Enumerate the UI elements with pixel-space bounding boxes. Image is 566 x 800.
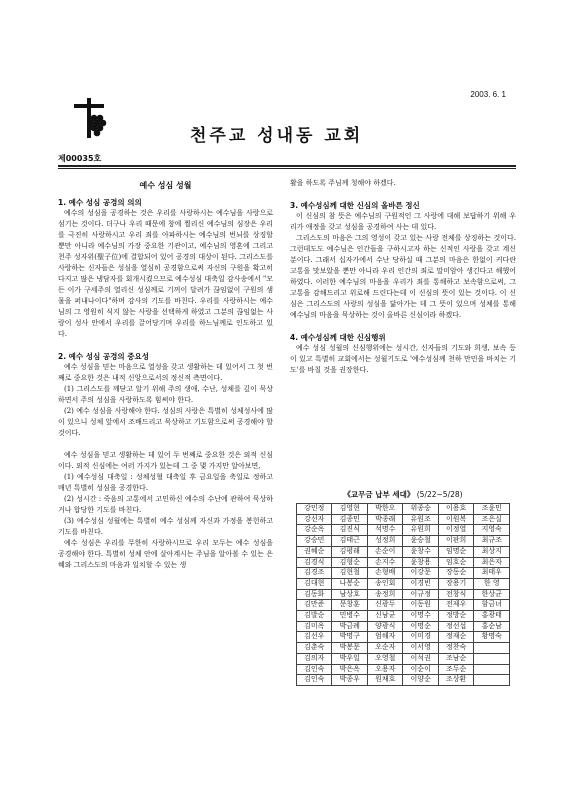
name-cell: 남상호 xyxy=(332,589,367,600)
paragraph: (2) 예수 성심을 사랑해야 한다. 성심의 사랑은 특별히 성체성사에 많이 있으니 성체 앞에서 조배드리고 묵상하고 기도함으로써 공경해야 할 것이다. xyxy=(58,407,273,437)
name-cell: 이미경 xyxy=(403,632,438,643)
name-cell: 김현철 xyxy=(332,568,367,579)
paragraph: 예수 성심을 믿고 생활하는 데 있어 두 번째로 중요한 것은 외적 신심이다. 외적 신심에는 여러 가지가 있는데 그 중 몇 가지만 알아보면, xyxy=(58,451,273,470)
name-cell: 엄해자 xyxy=(367,632,402,643)
name-cell: 김종민 xyxy=(332,514,367,525)
name-cell: 김인숙 xyxy=(297,675,332,686)
name-cell: 이강문 xyxy=(403,568,438,579)
name-cell: 김진식 xyxy=(332,525,367,536)
paragraph: (2) 성시간 : 죽음의 고통에서 고민하신 예수의 수난에 관하여 묵상하거나 합당한 기도를 바친다. xyxy=(58,495,273,514)
name-cell: 전제우 xyxy=(438,600,473,611)
donation-names-table xyxy=(296,503,510,686)
donation-households-box xyxy=(296,489,510,686)
name-cell: 윤창용 xyxy=(403,557,438,568)
name-cell: 이석권 xyxy=(403,653,438,664)
issue-number: 제00035호 xyxy=(58,154,102,163)
name-cell: 민병수 xyxy=(332,611,367,622)
name-cell: 유원조 xyxy=(403,514,438,525)
name-cell: 이양순 xyxy=(403,675,438,686)
name-cell: 김평래 xyxy=(332,546,367,557)
name-cell: 조상환 xyxy=(438,675,473,686)
name-cell: 최태우 xyxy=(474,568,510,579)
table-row xyxy=(297,589,510,600)
names-table-body xyxy=(297,504,510,686)
name-cell: 손형배 xyxy=(367,568,402,579)
name-cell: 오순자 xyxy=(367,643,402,654)
table-row xyxy=(297,653,510,664)
name-cell: 김태근 xyxy=(332,536,367,547)
name-cell: 이판희 xyxy=(438,536,473,547)
name-cell: 최규조 xyxy=(474,536,510,547)
name-cell xyxy=(474,653,510,664)
table-row xyxy=(297,504,510,515)
paragraph: 예수 성심 성월의 신심행위에는 성시간, 신자들의 기도와 희생, 보속 등이 있고 특별히 교회에서는 성월기도로 '예수성심께 천하 만민을 바치는 기도'를 바칠 것을 권장한다. xyxy=(290,344,516,374)
table-row xyxy=(297,546,510,557)
name-cell: 조은실 xyxy=(474,514,510,525)
header-divider-thin xyxy=(58,168,516,169)
table-row xyxy=(297,525,510,536)
left-column xyxy=(58,178,273,571)
name-cell: 최은자 xyxy=(474,557,510,568)
name-cell: 정선섭 xyxy=(438,621,473,632)
name-cell: 김형순 xyxy=(332,557,367,568)
paragraph: 이 신심의 참 뜻은 예수님의 구원적인 그 사랑에 대해 보답하기 위해 우리가 애정을 갖고 성심을 공경하여 사는 데 있다. xyxy=(290,212,516,231)
name-cell: 박종우 xyxy=(332,675,367,686)
paragraph: 그리스도의 마음은 그의 영성이 갖고 있는 사랑 전체를 상징하는 것이다. 그런데도도 예수님은 인간들을 구하시고자 하는 신적인 사랑을 갖고 계신 분이다. 그래서 십자가에서 수난 당하실 때 그분의 마음은 한없이 커다란 고통을 맛보았을 뿐만 아니라 우리 인간의 죄로 말미암아 생긴다고 해했어 하였다. 이러한 예수님의 마음을 우리가 죄를 통해하고 보속함으로써, 그 고통을 감해드리고 위로해 드린다는데 이 신심의 뜻이 있는 것이다. 이 신심은 그리스도의 사랑의 성심을 닮아가는 데 그 뜻이 있으며 성체를 통해 예수님의 마음을 묵상하는 것이 올바른 신심이라 하겠다. xyxy=(290,234,516,319)
name-cell xyxy=(474,675,510,686)
name-cell: 조윤민 xyxy=(474,504,510,515)
name-cell: 강선자 xyxy=(297,514,332,525)
name-cell: 위종숭 xyxy=(403,504,438,515)
donation-title xyxy=(296,489,510,500)
name-cell: 이용호 xyxy=(438,504,473,515)
name-cell: 박은옥 xyxy=(332,664,367,675)
name-cell: 한상균 xyxy=(474,589,510,600)
name-cell: 신광두 xyxy=(367,600,402,611)
name-cell: 김의자 xyxy=(297,653,332,664)
name-cell: 김인숙 xyxy=(297,664,332,675)
name-cell: 장용기 xyxy=(438,578,473,589)
church-logo-icon xyxy=(70,96,112,140)
table-row xyxy=(297,664,510,675)
name-cell: 박명구 xyxy=(332,632,367,643)
parish-title: 천주교 성내동 교회 xyxy=(190,126,364,146)
name-cell: 문창훈 xyxy=(332,600,367,611)
paragraph: 활을 하도록 주님께 청해야 하겠다. xyxy=(290,179,396,187)
paragraph: (3) 예수성심 성월에는 특별히 예수 성심께 자신과 가정을 봉헌하고 기도를 바친다. xyxy=(58,517,273,536)
name-cell: 조두순 xyxy=(438,664,473,675)
name-cell: 함금녀 xyxy=(474,600,510,611)
donation-period: (5/22~5/28) xyxy=(416,490,463,499)
name-cell: 이순이 xyxy=(403,664,438,675)
table-row xyxy=(297,514,510,525)
table-row xyxy=(297,621,510,632)
right-column xyxy=(290,178,516,376)
name-cell: 정재순 xyxy=(438,632,473,643)
issue-date: 2003. 6. 1 xyxy=(470,90,506,99)
name-cell: 양광식 xyxy=(367,621,402,632)
name-cell: 이정열 xyxy=(438,525,473,536)
table-row xyxy=(297,643,510,654)
name-cell xyxy=(474,664,510,675)
heading-4: 4. 예수성심께 대한 신심행위 xyxy=(290,333,386,342)
name-cell: 윤창수 xyxy=(403,546,438,557)
paragraph: (1) 예수성심 대축일 : 성체성혈 대축일 후 금요일을 축일로 정하고 매년 특별히 성심을 공경한다. xyxy=(58,473,273,492)
name-cell: 전창식 xyxy=(438,589,473,600)
name-cell: 이명수 xyxy=(403,611,438,622)
name-cell: 홍광태 xyxy=(474,611,510,622)
name-cell: 이명순 xyxy=(403,621,438,632)
table-row xyxy=(297,578,510,589)
name-cell: 신남균 xyxy=(367,611,402,622)
name-cell: 정방순 xyxy=(438,611,473,622)
table-row xyxy=(297,536,510,547)
table-row xyxy=(297,675,510,686)
name-cell: 지영숙 xyxy=(474,525,510,536)
name-cell: 박봉문 xyxy=(332,643,367,654)
name-cell: 원채호 xyxy=(367,675,402,686)
name-cell: 이경빈 xyxy=(403,578,438,589)
header-divider xyxy=(58,165,516,167)
name-cell: 송인회 xyxy=(367,578,402,589)
name-cell: 장동순 xyxy=(438,568,473,579)
name-cell: 한 영 xyxy=(474,578,510,589)
paragraph: 예수의 성심을 공경하는 것은 우리를 사랑하시는 예수님을 사랑으로 섬기는 것이다. 더구나 우리 때문에 창에 찔리신 예수님의 심장은 우리를 극진히 사랑하시고 우리 죄를 아파하시는 예수님의 번뇌를 상징할 뿐만 아니라 예수님의 가장 중요한 기관이고, 예수님의 영혼에 그리고 천주 성자위(聖子位)에 결합되어 있어 공경의 대상이 된다. 그리스도를 사랑하는 신자들은 성심을 열심히 공경함으로써 자신의 구원을 확고히 다지고 많은 냉담자를 회개시켰으므로 예수성심 대축일 감사송에서 "모든 이가 구세주의 열리신 성심께로 기꺼이 달려가 끊임없이 구원의 샘물을 퍼내나이다"하며 감사의 기도를 바친다. 우리를 사랑하시는 예수님의 그 영원히 식지 않는 사랑을 선택하게 하였고 그분의 끊임없는 사랑이 성사 안에서 우리를 끌어당기며 우리를 하느님께로 인도하고 있다. xyxy=(58,209,273,338)
paragraph: 예수 성심을 믿는 마음으로 열성을 갖고 생활하는 데 있어서 그 첫 번째로 중요한 것은 내적 신앙으로서의 정신적 측면이다. xyxy=(58,363,273,382)
table-row xyxy=(297,611,510,622)
name-cell: 강승민 xyxy=(297,536,332,547)
heading-3: 3. 예수성심께 대한 신심의 올바른 정신 xyxy=(290,201,420,210)
paragraph: 예수 성심은 우리를 무한히 사랑하시므로 우리 모두는 예수 성심을 공경해야 한다. 특별히 성체 안에 살아계시는 주님을 알아볼 수 있는 은혜와 그리스도의 마음과 일치할 수 있는 생 xyxy=(58,539,273,569)
name-cell: 박우일 xyxy=(332,653,367,664)
name-cell: 김동화 xyxy=(297,589,332,600)
name-cell: 박한오 xyxy=(367,504,402,515)
name-cell: 윤승철 xyxy=(403,536,438,547)
name-cell: 김대현 xyxy=(297,578,332,589)
table-row xyxy=(297,632,510,643)
heading-1: 1. 예수 성심 공경의 의의 xyxy=(58,198,142,207)
heading-2: 2. 예수 성심 공경의 중요성 xyxy=(58,352,149,361)
name-cell: 유원희 xyxy=(403,525,438,536)
name-cell: 석명수 xyxy=(367,525,402,536)
name-cell: 오영철 xyxy=(367,653,402,664)
name-cell: 임명순 xyxy=(438,546,473,557)
name-cell: 이규정 xyxy=(403,589,438,600)
name-cell: 성정희 xyxy=(367,536,402,547)
name-cell: 오용자 xyxy=(367,664,402,675)
name-cell: 김춘숙 xyxy=(297,643,332,654)
paragraph: (1) 그리스도를 깨닫고 알기 위해 주의 생애, 수난, 성체를 깊이 묵상하면서 주의 성심을 사랑하도록 힘써야 한다. xyxy=(58,385,273,404)
table-row xyxy=(297,568,510,579)
name-cell: 권혜순 xyxy=(297,546,332,557)
name-cell: 손지수 xyxy=(367,557,402,568)
name-cell: 이동원 xyxy=(403,600,438,611)
donation-title-text: 《교무금 납부 세대》 xyxy=(343,490,415,499)
name-cell: 김경식 xyxy=(297,557,332,568)
name-cell: 나봉순 xyxy=(332,578,367,589)
name-cell: 송정희 xyxy=(367,589,402,600)
section-title: 예수 성심 성월 xyxy=(139,180,192,190)
name-cell: 강순옥 xyxy=(297,525,332,536)
name-cell: 조남순 xyxy=(438,653,473,664)
name-cell: 임호순 xyxy=(438,557,473,568)
table-row xyxy=(297,600,510,611)
table-row xyxy=(297,557,510,568)
name-cell: 강민정 xyxy=(297,504,332,515)
name-cell: 김미옥 xyxy=(297,621,332,632)
name-cell: 김영현 xyxy=(332,504,367,515)
name-cell: 김발순 xyxy=(297,611,332,622)
name-cell: 박금례 xyxy=(332,621,367,632)
name-cell: 김만준 xyxy=(297,600,332,611)
name-cell xyxy=(474,643,510,654)
name-cell: 최상지 xyxy=(474,546,510,557)
name-cell: 이서영 xyxy=(403,643,438,654)
name-cell: 홍순남 xyxy=(474,621,510,632)
name-cell: 이원복 xyxy=(438,514,473,525)
name-cell: 정찬숙 xyxy=(438,643,473,654)
name-cell: 김선우 xyxy=(297,632,332,643)
name-cell: 박종래 xyxy=(367,514,402,525)
name-cell: 김경조 xyxy=(297,568,332,579)
name-cell: 손순이 xyxy=(367,546,402,557)
name-cell: 황명숙 xyxy=(474,632,510,643)
